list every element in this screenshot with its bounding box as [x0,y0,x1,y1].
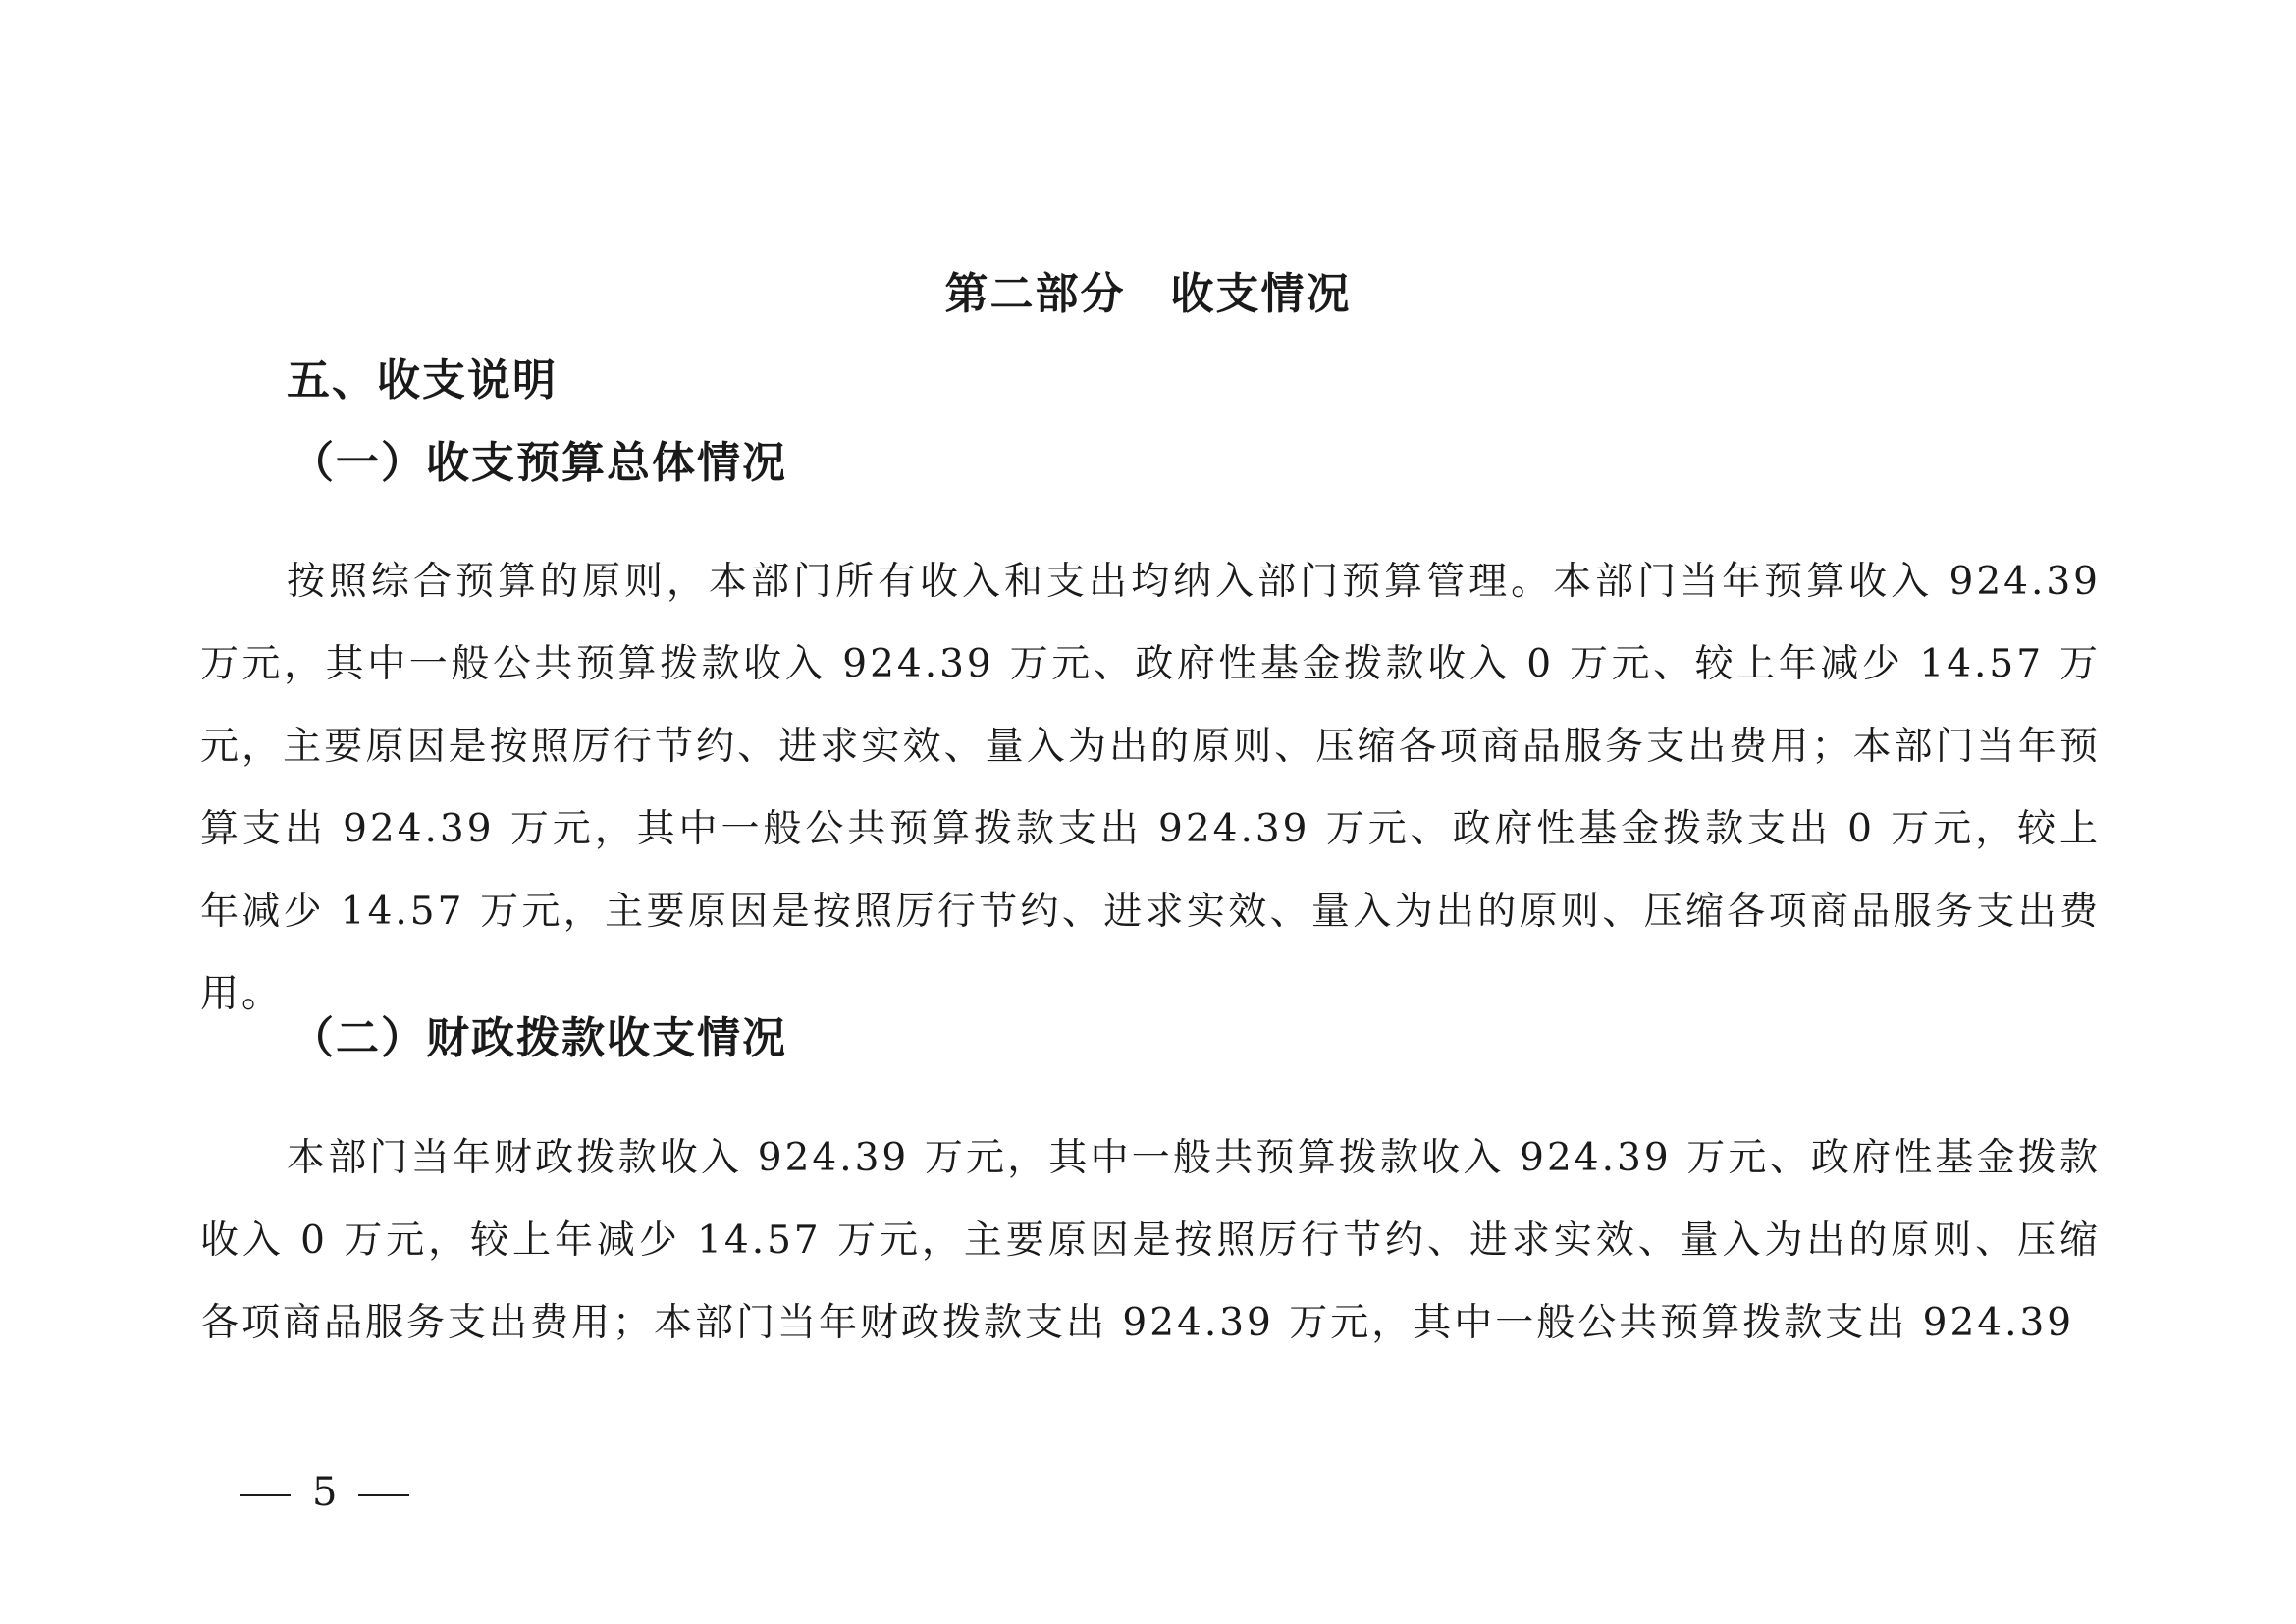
page-number-value: 5 [312,1470,338,1515]
page-number-right-dash [358,1494,409,1496]
page-number-left-dash [240,1494,291,1496]
section-heading: 五、收支说明 [287,355,558,406]
subsection-heading-1: （一）收支预算总体情况 [291,438,787,488]
paragraph-2: 本部门当年财政拨款收入 924.39 万元，其中一般共预算拨款收入 924.39 万元、政府性基金拨款收入 0 万元，较上年减少 14.57 万元，主要原因是按照厉行节约、进求实效、量入为出的原则、压缩各项商品服务支出费用；本部门当年财政拨款支出 924.39 万元，其中一般公共预算拨款支出 924.39 [200,1136,2101,1345]
page-number [240,1463,409,1522]
part-title-text: 收支情况 [1170,269,1352,319]
part-title [0,263,2296,326]
paragraph-1: 按照综合预算的原则，本部门所有收入和支出均纳入部门预算管理。本部门当年预算收入 924.39 万元，其中一般公共预算拨款收入 924.39 万元、政府性基金拨款收入 0 万元、较上年减少 14.57 万元，主要原因是按照厉行节约、进求实效、量入为出的原则、压缩各项商品服务支出费用；本部门当年预算支出 924.39 万元，其中一般公共预算拨款支出 924.39 万元、政府性基金拨款支出 0 万元，较上年减少 14.57 万元，主要原因是按照厉行节约、进求实效、量入为出的原则、压缩各项商品服务支出费用。 [200,560,2101,1016]
part-title-number: 第二部分 [944,269,1126,319]
subsection-heading-2: （二）财政拨款收支情况 [291,1013,787,1063]
